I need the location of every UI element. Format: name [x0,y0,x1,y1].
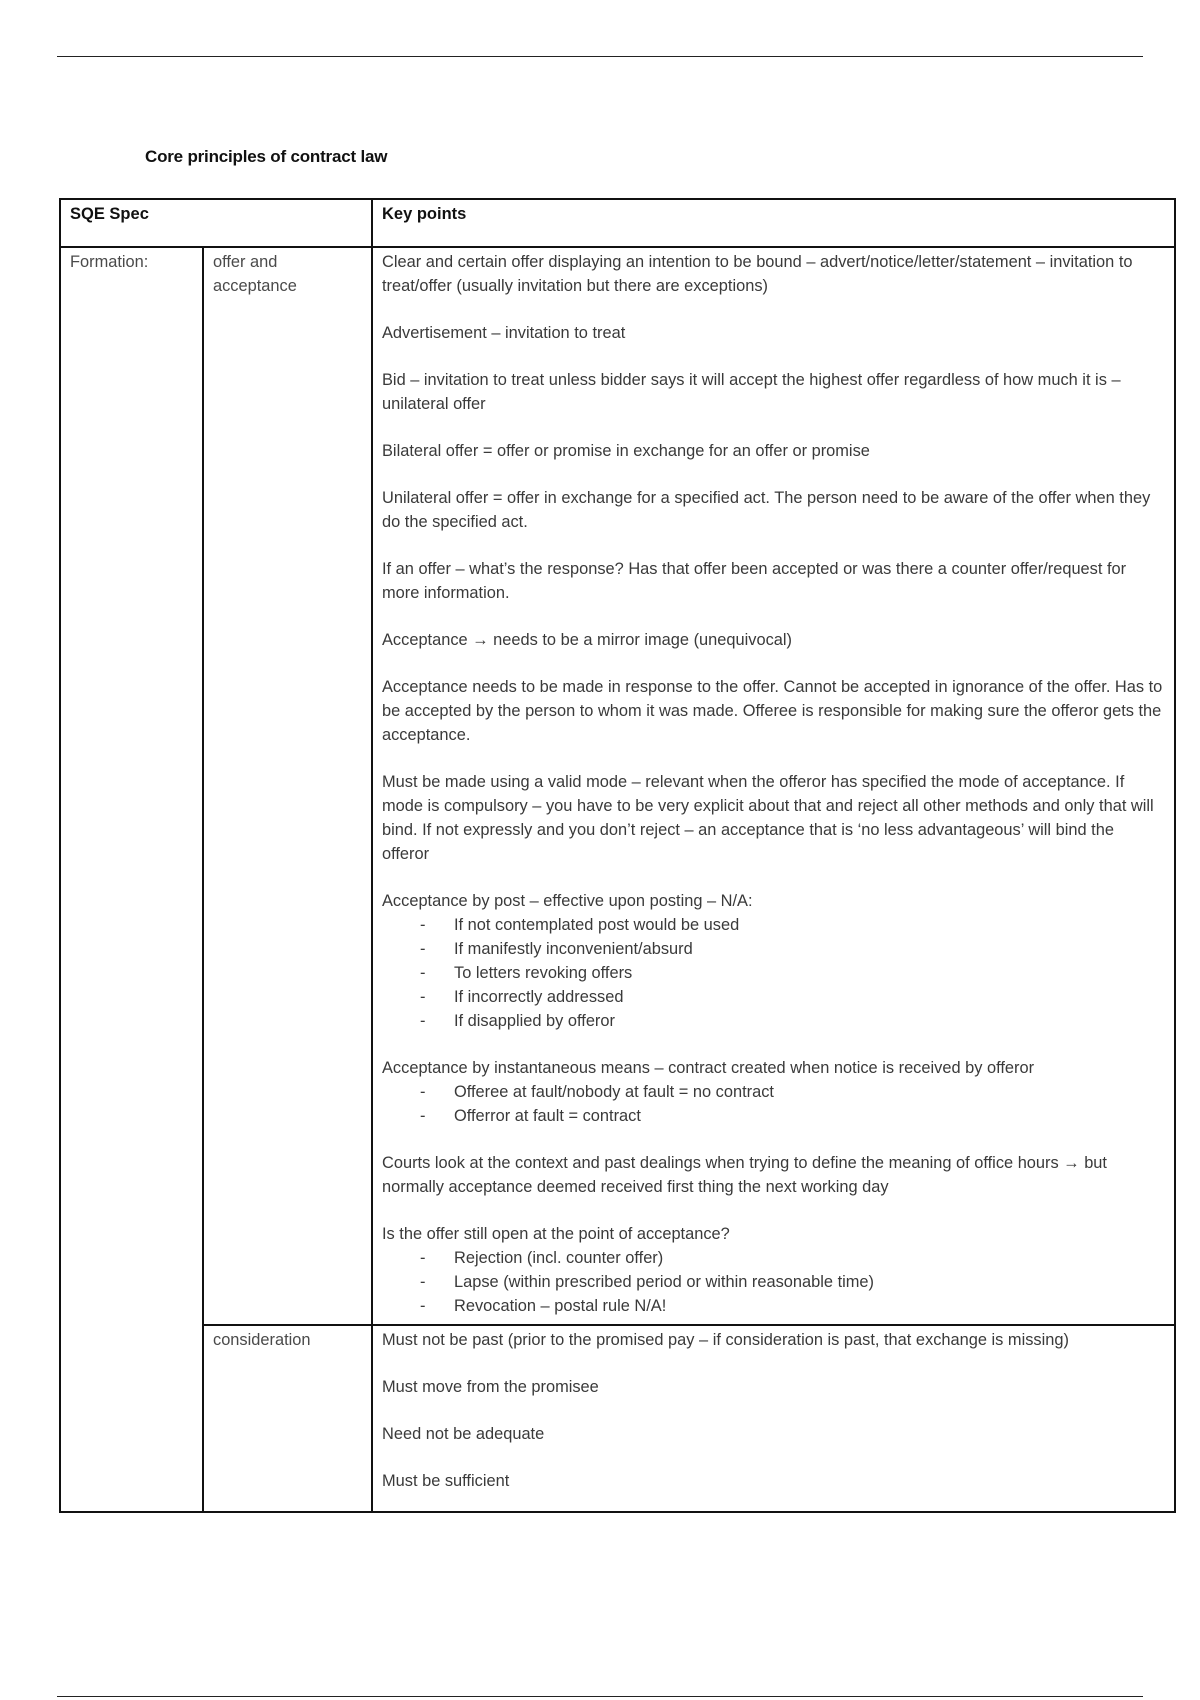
key-point-text: Need not be adequate [382,1425,545,1443]
key-point [382,1328,1165,1352]
key-point [382,1151,1165,1199]
key-point [382,1422,1165,1446]
bullet-item: - Offeree at fault/nobody at fault = no contract [382,1080,1165,1104]
key-point-text: Is the offer still open at the point of acceptance? [382,1225,730,1243]
key-point [382,675,1165,747]
key-points-cell [372,247,1175,1325]
bullet-item: - If not contemplated post would be used [382,913,1165,937]
bullet-item: - Offerror at fault = contract [382,1104,1165,1128]
header-sqe-spec: SQE Spec [60,199,372,247]
key-point [382,1222,1165,1318]
key-point-text: Bilateral offer = offer or promise in exchange for an offer or promise [382,442,870,460]
sqe-spec-table [59,198,1176,1513]
key-point [382,321,1165,345]
topic-label: consideration [203,1325,372,1512]
key-point-text: Acceptance by instantaneous means – contract created when notice is received by offeror [382,1059,1035,1077]
key-point-text: Unilateral offer = offer in exchange for a specified act. The person need to be aware of the offer when they do the specified act. [382,489,1151,531]
key-point-text: Bid – invitation to treat unless bidder says it will accept the highest offer regardless of how much it is – unilateral offer [382,371,1121,413]
bullet-item: - If manifestly inconvenient/absurd [382,937,1165,961]
key-point [382,628,1165,652]
bullet-list [382,1246,1165,1318]
key-point-text: Advertisement – invitation to treat [382,324,626,342]
table-row [60,1325,1175,1512]
header-rule [57,56,1143,57]
key-point-text: Must be sufficient [382,1472,510,1490]
table-header-row [60,199,1175,247]
key-point-text: Must be made using a valid mode – relevant when the offeror has specified the mode of acceptance. If mode is compulsory – you have to be very explicit about that and reject all other methods and only that will bind. If not expressly and you don’t reject – an acceptance that is ‘no less advantageous’ will bind the offeror [382,773,1154,863]
header-key-points: Key points [372,199,1175,247]
key-point [382,1375,1165,1399]
bullet-item: - Rejection (incl. counter offer) [382,1246,1165,1270]
key-point-text: Acceptance needs to be made in response to the offer. Cannot be accepted in ignorance of the offer. Has to be accepted by the person to whom it was made. Offeree is responsible for making sure the offeror gets the acceptance. [382,678,1163,744]
key-point [382,250,1165,298]
section-label: Formation: [60,247,203,1512]
key-point [382,557,1165,605]
bullet-item: - Revocation – postal rule N/A! [382,1294,1165,1318]
bullet-item: - Lapse (within prescribed period or within reasonable time) [382,1270,1165,1294]
key-points-cell [372,1325,1175,1512]
key-point [382,770,1165,866]
bullet-item: - To letters revoking offers [382,961,1165,985]
footer-rule [57,1696,1143,1697]
document-title: Core principles of contract law [145,147,388,166]
key-point-text: Acceptance → needs to be a mirror image (unequivocal) [382,631,792,649]
bullet-list [382,1080,1165,1128]
key-point-text: Must move from the promisee [382,1378,599,1396]
key-point-text: Must not be past (prior to the promised pay – if consideration is past, that exchange is missing) [382,1331,1069,1349]
bullet-list [382,913,1165,1033]
key-point [382,439,1165,463]
key-point [382,1056,1165,1128]
key-point [382,889,1165,1033]
key-point [382,1469,1165,1493]
bullet-item: - If disapplied by offeror [382,1009,1165,1033]
key-point-text: Courts look at the context and past dealings when trying to define the meaning of office hours → but normally acceptance deemed received first thing the next working day [382,1154,1107,1196]
key-point-text: Clear and certain offer displaying an intention to be bound – advert/notice/letter/statement – invitation to treat/offer (usually invitation but there are exceptions) [382,253,1133,295]
key-point [382,368,1165,416]
topic-label: offer and acceptance [203,247,372,1325]
key-point-text: Acceptance by post – effective upon posting – N/A: [382,892,753,910]
bullet-item: - If incorrectly addressed [382,985,1165,1009]
key-point-text: If an offer – what’s the response? Has that offer been accepted or was there a counter offer/request for more information. [382,560,1127,602]
key-point [382,486,1165,534]
table-row [60,247,1175,1325]
